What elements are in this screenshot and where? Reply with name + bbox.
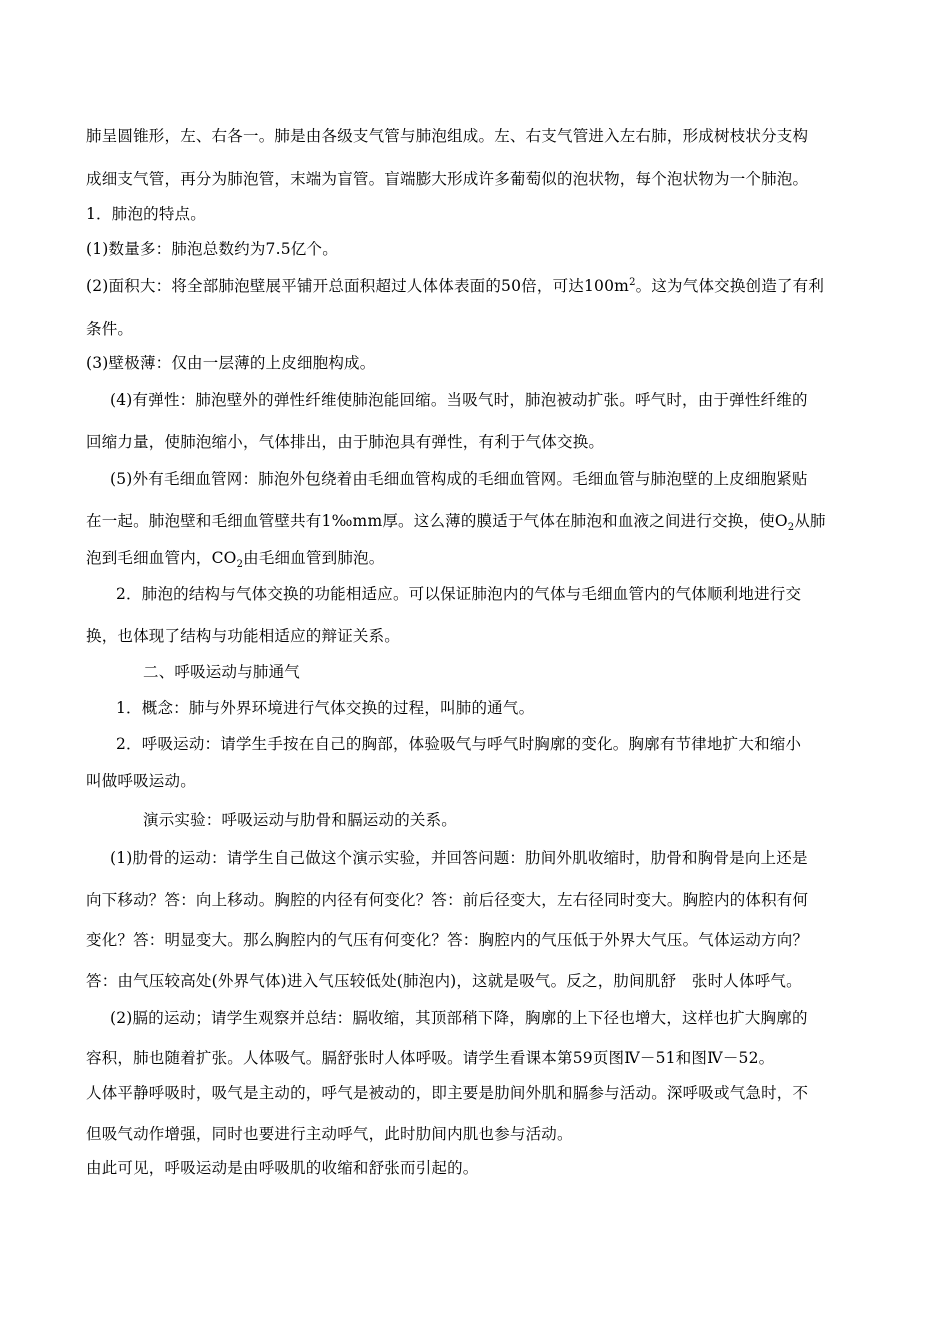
feature-5-text-a: 在一起。肺泡壁和毛细血管壁共有1‰mm厚。这么薄的膜适于气体在肺泡和血液之间进行交换，使O bbox=[86, 512, 788, 530]
alveoli-heading: 1．肺泡的特点。 bbox=[86, 205, 206, 223]
intro-line-1: 肺呈圆锥形，左、右各一。肺是由各级支气管与肺泡组成。左、右支气管进入左右肺，形成树枝状分支构 bbox=[86, 127, 809, 145]
calm-breathing-line-1: 人体平静呼吸时，吸气是主动的，呼气是被动的，即主要是肋间外肌和膈参与活动。深呼吸或气急时，不 bbox=[86, 1084, 809, 1102]
feature-2-text-b: 。这为气体交换创造了有利 bbox=[635, 277, 825, 295]
superscript-2: 2 bbox=[629, 276, 636, 288]
feature-4-line-2: 回缩力量，使肺泡缩小，气体排出，由于肺泡具有弹性，有利于气体交换。 bbox=[86, 433, 605, 451]
diaphragm-line-2: 容积，肺也随着扩张。人体吸气。膈舒张时人体呼吸。请学生看课本第59页图Ⅳ－51和图Ⅳ－52。 bbox=[86, 1049, 775, 1067]
subscript-2: 2 bbox=[787, 522, 795, 534]
calm-breathing-line-2: 但吸气动作增强，同时也要进行主动呼气，此时肋间内肌也参与活动。 bbox=[86, 1125, 573, 1143]
feature-5-line-1: (5)外有毛细血管网：肺泡外包绕着由毛细血管构成的毛细血管网。毛细血管与肺泡壁的上皮细胞紧贴 bbox=[110, 470, 808, 488]
ribs-line-4: 答：由气压较高处(外界气体)进入气压较低处(肺泡内)，这就是吸气。反之，肋间肌舒 张时人体呼气。 bbox=[86, 972, 802, 990]
feature-5-text-b: 从肺 bbox=[794, 512, 826, 530]
feature-4-line-1: (4)有弹性：肺泡壁外的弹性纤维使肺泡能回缩。当吸气时，肺泡被动扩张。呼气时，由于弹性纤维的 bbox=[110, 391, 808, 409]
feature-3: (3)壁极薄：仅由一层薄的上皮细胞构成。 bbox=[86, 354, 376, 372]
breathing-line-2: 叫做呼吸运动。 bbox=[86, 772, 196, 790]
ribs-line-1: (1)肋骨的运动：请学生自己做这个演示实验，并回答问题：肋间外肌收缩时，肋骨和胸骨是向上还是 bbox=[110, 849, 808, 867]
feature-1: (1)数量多：肺泡总数约为7.5亿个。 bbox=[86, 240, 338, 258]
feature-2-text-a: (2)面积大：将全部肺泡壁展平铺开总面积超过人体体表面的50倍，可达100m bbox=[86, 277, 630, 295]
breathing-line-1: 2．呼吸运动：请学生手按在自己的胸部，体验吸气与呼气时胸廓的变化。胸廓有节律地扩大和缩小 bbox=[116, 735, 802, 753]
feature-5-line-3 bbox=[86, 548, 385, 571]
feature-5-text-d: 由毛细血管到肺泡。 bbox=[243, 549, 385, 567]
feature-5-text-c: 泡到毛细血管内，CO bbox=[86, 549, 237, 567]
subscript-2: 2 bbox=[236, 559, 244, 571]
concept: 1．概念：肺与外界环境进行气体交换的过程，叫肺的通气。 bbox=[116, 699, 535, 717]
demo-experiment: 演示实验：呼吸运动与肋骨和膈运动的关系。 bbox=[143, 811, 458, 829]
intro-line-2: 成细支气管，再分为肺泡管，末端为盲管。盲端膨大形成许多葡萄似的泡状物，每个泡状物为一个肺泡。 bbox=[86, 170, 809, 188]
structure-function-line-1: 2．肺泡的结构与气体交换的功能相适应。可以保证肺泡内的气体与毛细血管内的气体顺利地进行交 bbox=[116, 585, 802, 603]
feature-2-line-2: 条件。 bbox=[86, 320, 134, 338]
structure-function-line-2: 换，也体现了结构与功能相适应的辩证关系。 bbox=[86, 627, 401, 645]
diaphragm-line-1: (2)膈的运动；请学生观察并总结：膈收缩，其顶部稍下降，胸廓的上下径也增大，这样也扩大胸廓的 bbox=[110, 1009, 808, 1027]
ribs-line-3: 变化？答：明显变大。那么胸腔内的气压有何变化？答：胸腔内的气压低于外界大气压。气体运动方向？ bbox=[86, 931, 809, 949]
conclusion: 由此可见，呼吸运动是由呼吸肌的收缩和舒张而引起的。 bbox=[86, 1159, 479, 1177]
feature-5-line-2 bbox=[86, 511, 826, 534]
feature-2-line-1 bbox=[86, 276, 824, 296]
ribs-line-2: 向下移动？答：向上移动。胸腔的内径有何变化？答：前后径变大，左右径同时变大。胸腔内的体积有何 bbox=[86, 891, 809, 909]
section-2-title: 二、呼吸运动与肺通气 bbox=[143, 663, 301, 681]
